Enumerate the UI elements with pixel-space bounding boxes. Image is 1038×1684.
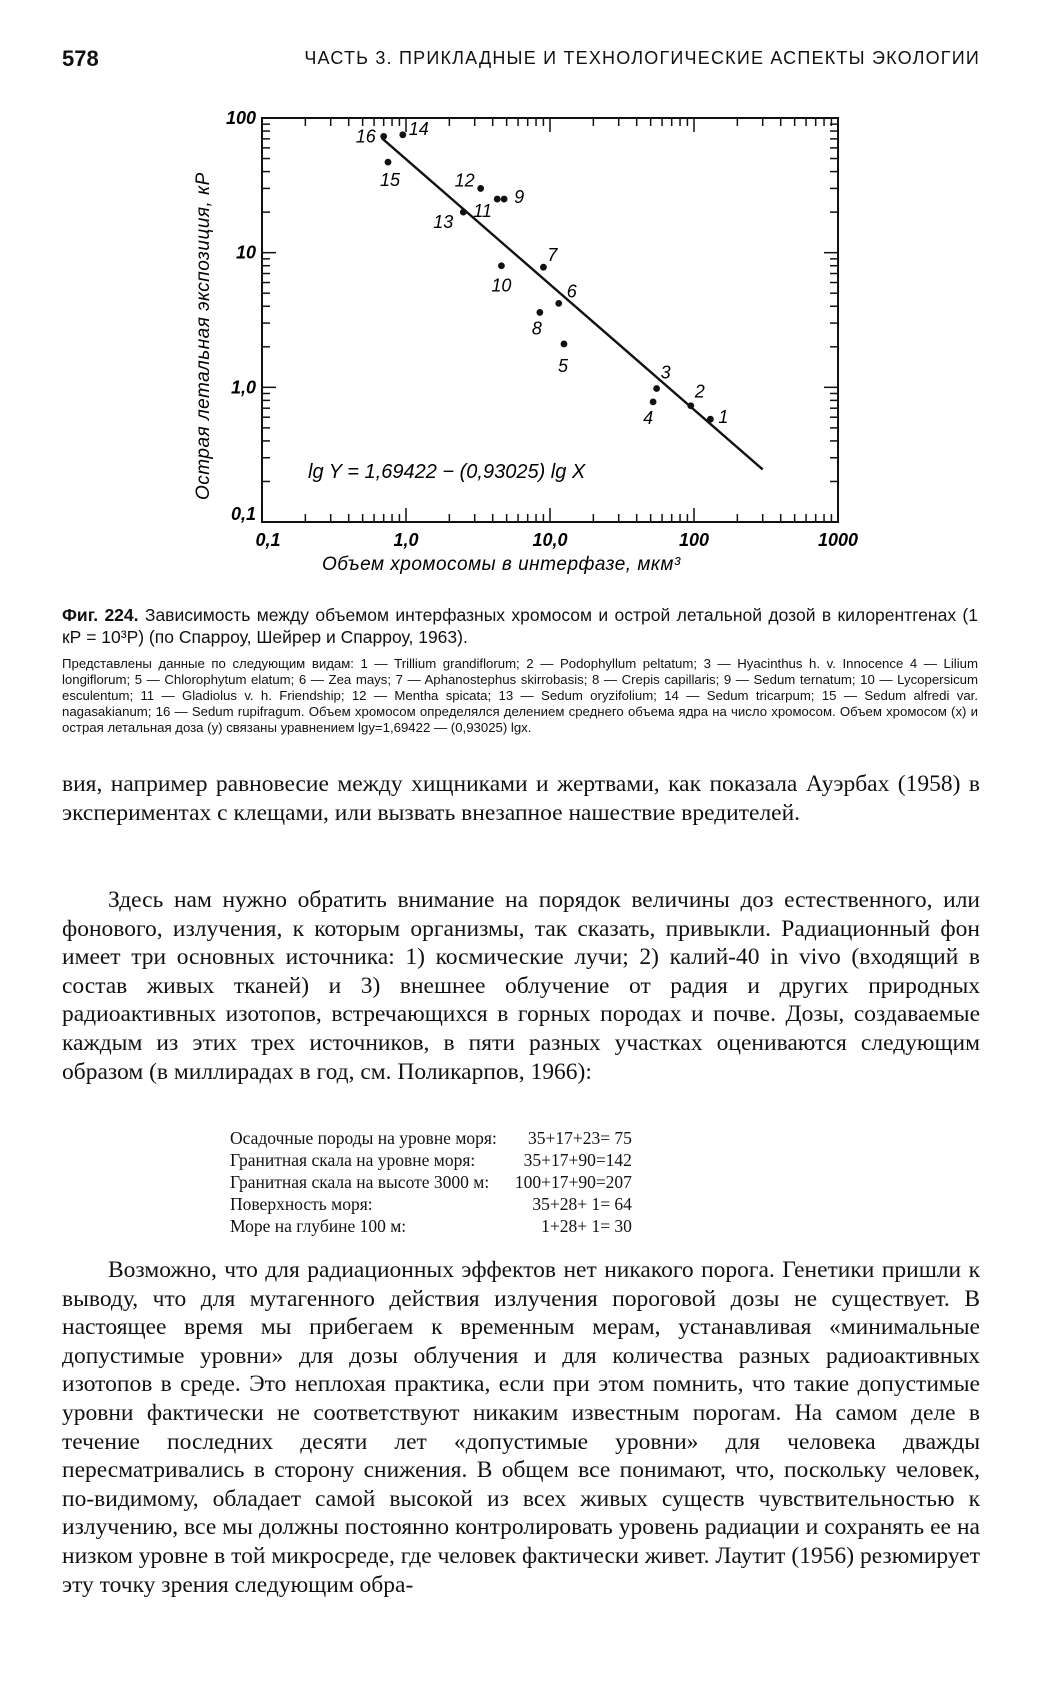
data-point [536,309,543,316]
point-label: 8 [531,318,542,339]
point-label: 9 [514,187,525,208]
dose-value: 35+17+90=142 [523,1150,632,1170]
paragraph-1-text: вия, например равновесие между хищниками и жертвами, как показала Ауэрбах (1958) в экспериментах с клещами, или вызвать внезапное нашествие вредителей. [62,771,980,826]
point-label: 11 [473,201,492,222]
data-point [653,385,660,392]
point-label: 2 [694,381,705,402]
regression-line [382,138,763,469]
running-head: ЧАСТЬ 3. ПРИКЛАДНЫЕ И ТЕХНОЛОГИЧЕСКИЕ АСПЕКТЫ ЭКОЛОГИИ [304,48,980,68]
data-point [540,264,547,271]
point-label: 6 [566,281,577,302]
data-point [477,185,484,192]
dose-place: Море на глубине 100 м: [230,1216,407,1236]
point-label: 3 [660,362,671,383]
x-tick-label: 1000 [817,530,859,550]
dose-place: Осадочные породы на уровне моря: [230,1128,497,1148]
x-axis-title: Объем хромосомы в интерфазе, мкм³ [322,554,681,575]
dose-row [230,1215,632,1237]
caption-title: Зависимость между объемом интерфазных хромосом и острой летальной дозой в килорентгенах (1 кР = 10³Р) (по Спарроу, Шейрер и Спарроу, 1963). [62,605,978,647]
paragraph-2-text: Здесь нам нужно обратить внимание на порядок величины доз естественного, или фонового, излучения, к которым организмы, так сказать, привыкли. Радиационный фон имеет три основных источника: 1) космические лучи; 2) калий-40 in vivo (входящий в состав живых тканей) и 3) внешнее облучение от радия и других природных радиоактивных изотопов, встречающихся в горных породах и почве. Дозы, создаваемые каждым из этих трех источников, в пяти разных участках оцениваются следующим образом (в миллирадах в год, см. Поликарпов, 1966): [62,887,980,1085]
data-point [561,341,568,348]
x-tick-label: 10,0 [532,530,568,550]
regression-equation: lg Y = 1,69422 − (0,93025) lg X [308,461,586,483]
point-label: 7 [547,245,558,266]
point-label: 13 [433,212,454,233]
caption-notes: Представлены данные по следующим видам: 1 — Trillium grandiflorum; 2 — Podophyllum peltatum; 3 — Hyacinthus h. v. Innocence 4 — Lilium longiflorum; 5 — Chlorophytum elatum; 6 — Zea mays; 7 — Aphanostephus skirrobasis; 8 — Crepis capillaris; 9 — Sedum ternatum; 10 — Lycopersicum esculentum; 11 — Gladiolus v. h. Friendship; 12 — Mentha spicata; 13 — Sedum oryzifolium; 14 — Sedum tricarpum; 15 — Sedum alfredi var. nagasakianum; 16 — Sedum rupifragum. Объем хромосом определялся делением среднего объема ядра на число хромосом. Объем хромосом (x) и острая летальная доза (y) связаны уравнением lgy=1,69422 — (0,93025) lgx. [62,656,978,735]
dose-row [230,1171,632,1193]
data-point [555,300,562,307]
data-point [501,196,508,203]
point-label: 15 [380,170,401,191]
y-tick-label: 0,1 [230,504,256,524]
data-point [494,196,501,203]
dose-place: Гранитная скала на высоте 3000 м: [230,1172,490,1192]
dose-value: 35+17+23= 75 [527,1128,632,1148]
data-point [650,398,657,405]
y-tick-label: 10 [235,242,256,263]
point-label: 10 [491,275,512,296]
dose-row [230,1149,632,1171]
x-tick-label: 100 [678,530,710,550]
point-label: 14 [408,118,429,139]
point-label: 4 [643,407,654,428]
data-point [707,416,714,423]
dose-place: Поверхность моря: [230,1194,373,1214]
dose-row [230,1193,632,1215]
caption-label: Фиг. 224. [62,605,139,625]
dose-value: 100+17+90=207 [514,1172,632,1192]
dose-place: Гранитная скала на уровне моря: [230,1150,476,1170]
x-tick-label: 0,1 [255,530,281,550]
paragraph-1 [62,770,980,827]
figure-224-chart [0,0,1038,600]
dose-table [230,1127,632,1237]
paragraph-2 [62,886,980,1086]
dose-value: 1+28+ 1= 30 [541,1216,632,1236]
caption-title-block [62,604,978,648]
dose-value: 35+28+ 1= 64 [532,1194,632,1214]
paragraph-3-text: Возможно, что для радиационных эффектов нет никакого порога. Генетики пришли к выводу, что для мутагенного действия излучения пороговой дозы не существует. В настоящее время мы прибегаем к временным мерам, устанавливая «минимальные допустимые уровни» для дозы облучения и для количества разных радиоактивных изотопов в среде. Это неплохая практика, если при этом помнить, что такие допустимые уровни фактически не соответствуют никаким известным порогам. На самом деле в течение последних десяти лет «допустимые уровни» для человека дважды пересматривались в сторону снижения. В общем все понимают, что, поскольку человек, по-видимому, обладает самой высокой из всех живых существ чувствительностью к излучению, все мы должны постоянно контролировать уровень радиации и сохранять ее на низком уровне в той микросреде, где человек фактически живет. Лаутит (1956) резюмирует эту точку зрения следующим обра- [62,1257,980,1598]
y-tick-label: 100 [225,108,256,128]
data-point [460,209,467,216]
point-label: 1 [718,407,729,428]
x-tick-label: 1,0 [393,530,419,550]
data-point [687,402,694,409]
page-number: 578 [62,46,99,71]
data-point [385,159,392,166]
figure-caption [62,604,978,736]
dose-row [230,1127,632,1149]
data-point [498,262,505,269]
point-label: 16 [355,126,376,147]
point-label: 12 [454,170,475,191]
point-label: 5 [557,355,568,376]
paragraph-3 [62,1256,980,1599]
y-axis-title: Острая летальная экспозиция, кР [193,172,214,500]
data-point [399,131,406,138]
data-point [380,133,387,140]
y-tick-label: 1,0 [230,377,256,398]
